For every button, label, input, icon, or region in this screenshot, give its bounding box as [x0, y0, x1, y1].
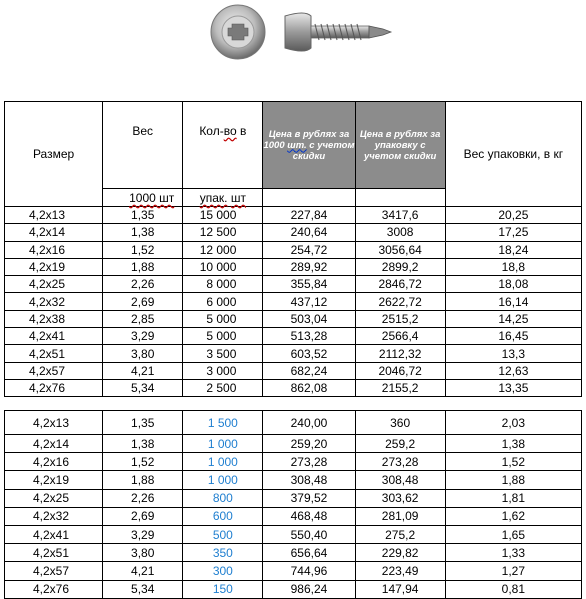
cell-price-pack: 223,49 — [355, 562, 445, 580]
table-row — [5, 224, 582, 241]
cell-weight: 1,52 — [103, 241, 183, 258]
cell-price-1000: 986,24 — [263, 580, 355, 598]
cell-size: 4,2x51 — [5, 345, 103, 362]
cell-size: 4,2x32 — [5, 293, 103, 310]
cell-size: 4,2x41 — [5, 525, 103, 543]
cell-size: 4,2x16 — [5, 453, 103, 471]
table-row — [5, 471, 582, 489]
header-weight: Вес — [103, 102, 183, 189]
cell-quantity: 350 — [183, 544, 263, 562]
cell-quantity: 1 000 — [183, 471, 263, 489]
cell-quantity: 300 — [183, 562, 263, 580]
cell-pack-weight: 18,24 — [445, 241, 581, 258]
header-pack-weight: Вес упаковки, в кг — [445, 102, 581, 207]
cell-price-1000: 437,12 — [263, 293, 355, 310]
cell-price-1000: 227,84 — [263, 207, 355, 224]
cell-price-1000: 308,48 — [263, 471, 355, 489]
cell-weight: 1,38 — [103, 224, 183, 241]
table-row — [5, 453, 582, 471]
cell-price-1000: 273,28 — [263, 453, 355, 471]
cell-size: 4,2x19 — [5, 471, 103, 489]
cell-pack-weight: 1,62 — [445, 507, 581, 525]
cell-pack-weight: 18,8 — [445, 258, 581, 275]
cell-pack-weight: 18,08 — [445, 276, 581, 293]
cell-price-pack: 2515,2 — [355, 310, 445, 327]
cell-weight: 1,35 — [103, 411, 183, 435]
cell-pack-weight: 1,65 — [445, 525, 581, 543]
table-row — [5, 507, 582, 525]
table-row — [5, 580, 582, 598]
cell-size: 4,2x57 — [5, 362, 103, 379]
cell-quantity: 8 000 — [183, 276, 263, 293]
cell-quantity: 1 500 — [183, 411, 263, 435]
cell-quantity: 2 500 — [183, 379, 263, 396]
cell-price-1000: 289,92 — [263, 258, 355, 275]
cell-size: 4,2x32 — [5, 507, 103, 525]
cell-price-1000: 503,04 — [263, 310, 355, 327]
cell-weight: 1,88 — [103, 258, 183, 275]
cell-pack-weight: 13,35 — [445, 379, 581, 396]
cell-price-pack: 2112,32 — [355, 345, 445, 362]
cell-quantity: 6 000 — [183, 293, 263, 310]
cell-price-pack: 259,2 — [355, 435, 445, 453]
cell-price-1000: 744,96 — [263, 562, 355, 580]
cell-price-1000: 468,48 — [263, 507, 355, 525]
cell-weight: 3,29 — [103, 328, 183, 345]
cell-weight: 3,80 — [103, 544, 183, 562]
cell-weight: 3,29 — [103, 525, 183, 543]
price-table-large-packs — [4, 101, 582, 397]
cell-pack-weight: 16,45 — [445, 328, 581, 345]
header-price-pack: Цена в рублях за упаковку с учетом скидки — [355, 102, 445, 189]
cell-pack-weight: 14,25 — [445, 310, 581, 327]
cell-weight: 2,26 — [103, 489, 183, 507]
cell-size: 4,2x14 — [5, 224, 103, 241]
cell-quantity: 15 000 — [183, 207, 263, 224]
cell-price-pack: 2046,72 — [355, 362, 445, 379]
cell-weight: 4,21 — [103, 362, 183, 379]
cell-price-1000: 862,08 — [263, 379, 355, 396]
cell-weight: 1,88 — [103, 471, 183, 489]
cell-price-pack: 2622,72 — [355, 293, 445, 310]
cell-pack-weight: 1,88 — [445, 471, 581, 489]
cell-price-pack: 273,28 — [355, 453, 445, 471]
cell-quantity: 12 000 — [183, 241, 263, 258]
cell-pack-weight: 16,14 — [445, 293, 581, 310]
table-row — [5, 207, 582, 224]
cell-weight: 1,35 — [103, 207, 183, 224]
screw-product-image — [205, 2, 395, 62]
header-empty-cell — [355, 189, 445, 207]
cell-price-pack: 2566,4 — [355, 328, 445, 345]
cell-price-pack: 2846,72 — [355, 276, 445, 293]
cell-price-1000: 550,40 — [263, 525, 355, 543]
cell-size: 4,2x16 — [5, 241, 103, 258]
cell-quantity: 800 — [183, 489, 263, 507]
header-weight-sub: 1000 шт — [103, 189, 183, 207]
table-row — [5, 489, 582, 507]
cell-quantity: 3 000 — [183, 362, 263, 379]
cell-weight: 2,69 — [103, 507, 183, 525]
cell-price-pack: 3008 — [355, 224, 445, 241]
cell-weight: 3,80 — [103, 345, 183, 362]
cell-pack-weight: 20,25 — [445, 207, 581, 224]
cell-price-pack: 3417,6 — [355, 207, 445, 224]
table-row — [5, 293, 582, 310]
table-row — [5, 525, 582, 543]
header-price-1000: Цена в рублях за 1000 шт. с учетом скидки — [263, 102, 355, 189]
price-table-small-packs — [4, 410, 582, 599]
table-row — [5, 241, 582, 258]
cell-size: 4,2x14 — [5, 435, 103, 453]
cell-size: 4,2x25 — [5, 489, 103, 507]
cell-price-pack: 147,94 — [355, 580, 445, 598]
table-row — [5, 258, 582, 275]
cell-price-pack: 229,82 — [355, 544, 445, 562]
cell-price-pack: 2899,2 — [355, 258, 445, 275]
cell-pack-weight: 1,52 — [445, 453, 581, 471]
cell-quantity: 1 000 — [183, 453, 263, 471]
cell-quantity: 12 500 — [183, 224, 263, 241]
cell-size: 4,2x57 — [5, 562, 103, 580]
cell-weight: 2,85 — [103, 310, 183, 327]
table-row — [5, 345, 582, 362]
table-row — [5, 379, 582, 396]
table-row — [5, 362, 582, 379]
cell-size: 4,2x76 — [5, 580, 103, 598]
table-row — [5, 411, 582, 435]
cell-quantity: 600 — [183, 507, 263, 525]
cell-price-pack: 308,48 — [355, 471, 445, 489]
cell-weight: 4,21 — [103, 562, 183, 580]
table-row — [5, 544, 582, 562]
cell-quantity: 150 — [183, 580, 263, 598]
cell-pack-weight: 1,38 — [445, 435, 581, 453]
cell-quantity: 500 — [183, 525, 263, 543]
cell-pack-weight: 12,63 — [445, 362, 581, 379]
cell-weight: 2,26 — [103, 276, 183, 293]
cell-pack-weight: 1,27 — [445, 562, 581, 580]
cell-price-1000: 603,52 — [263, 345, 355, 362]
cell-price-1000: 682,24 — [263, 362, 355, 379]
cell-price-1000: 513,28 — [263, 328, 355, 345]
cell-weight: 1,38 — [103, 435, 183, 453]
cell-size: 4,2x13 — [5, 207, 103, 224]
cell-quantity: 1 000 — [183, 435, 263, 453]
table-row — [5, 435, 582, 453]
cell-price-1000: 240,64 — [263, 224, 355, 241]
header-quantity: Кол-во в — [183, 102, 263, 189]
cell-size: 4,2x25 — [5, 276, 103, 293]
cell-price-pack: 275,2 — [355, 525, 445, 543]
table-row — [5, 562, 582, 580]
cell-size: 4,2x19 — [5, 258, 103, 275]
cell-pack-weight: 0,81 — [445, 580, 581, 598]
cell-price-1000: 656,64 — [263, 544, 355, 562]
cell-price-pack: 281,09 — [355, 507, 445, 525]
cell-price-pack: 360 — [355, 411, 445, 435]
header-quantity-sub: упак. шт — [183, 189, 263, 207]
cell-price-1000: 240,00 — [263, 411, 355, 435]
header-size: Размер — [5, 102, 103, 207]
cell-pack-weight: 1,81 — [445, 489, 581, 507]
cell-size: 4,2x38 — [5, 310, 103, 327]
cell-pack-weight: 17,25 — [445, 224, 581, 241]
table-row — [5, 310, 582, 327]
cell-weight: 2,69 — [103, 293, 183, 310]
cell-pack-weight: 13,3 — [445, 345, 581, 362]
cell-price-1000: 379,52 — [263, 489, 355, 507]
cell-size: 4,2x51 — [5, 544, 103, 562]
cell-weight: 5,34 — [103, 580, 183, 598]
table-row — [5, 276, 582, 293]
cell-quantity: 10 000 — [183, 258, 263, 275]
cell-price-1000: 355,84 — [263, 276, 355, 293]
header-empty-cell — [263, 189, 355, 207]
table-row — [5, 328, 582, 345]
cell-price-1000: 254,72 — [263, 241, 355, 258]
cell-price-1000: 259,20 — [263, 435, 355, 453]
cell-pack-weight: 2,03 — [445, 411, 581, 435]
cell-price-pack: 303,62 — [355, 489, 445, 507]
cell-weight: 5,34 — [103, 379, 183, 396]
cell-price-pack: 2155,2 — [355, 379, 445, 396]
cell-quantity: 5 000 — [183, 310, 263, 327]
cell-size: 4,2x76 — [5, 379, 103, 396]
cell-weight: 1,52 — [103, 453, 183, 471]
cell-quantity: 5 000 — [183, 328, 263, 345]
cell-price-pack: 3056,64 — [355, 241, 445, 258]
cell-size: 4,2x41 — [5, 328, 103, 345]
cell-pack-weight: 1,33 — [445, 544, 581, 562]
cell-quantity: 3 500 — [183, 345, 263, 362]
cell-size: 4,2x13 — [5, 411, 103, 435]
